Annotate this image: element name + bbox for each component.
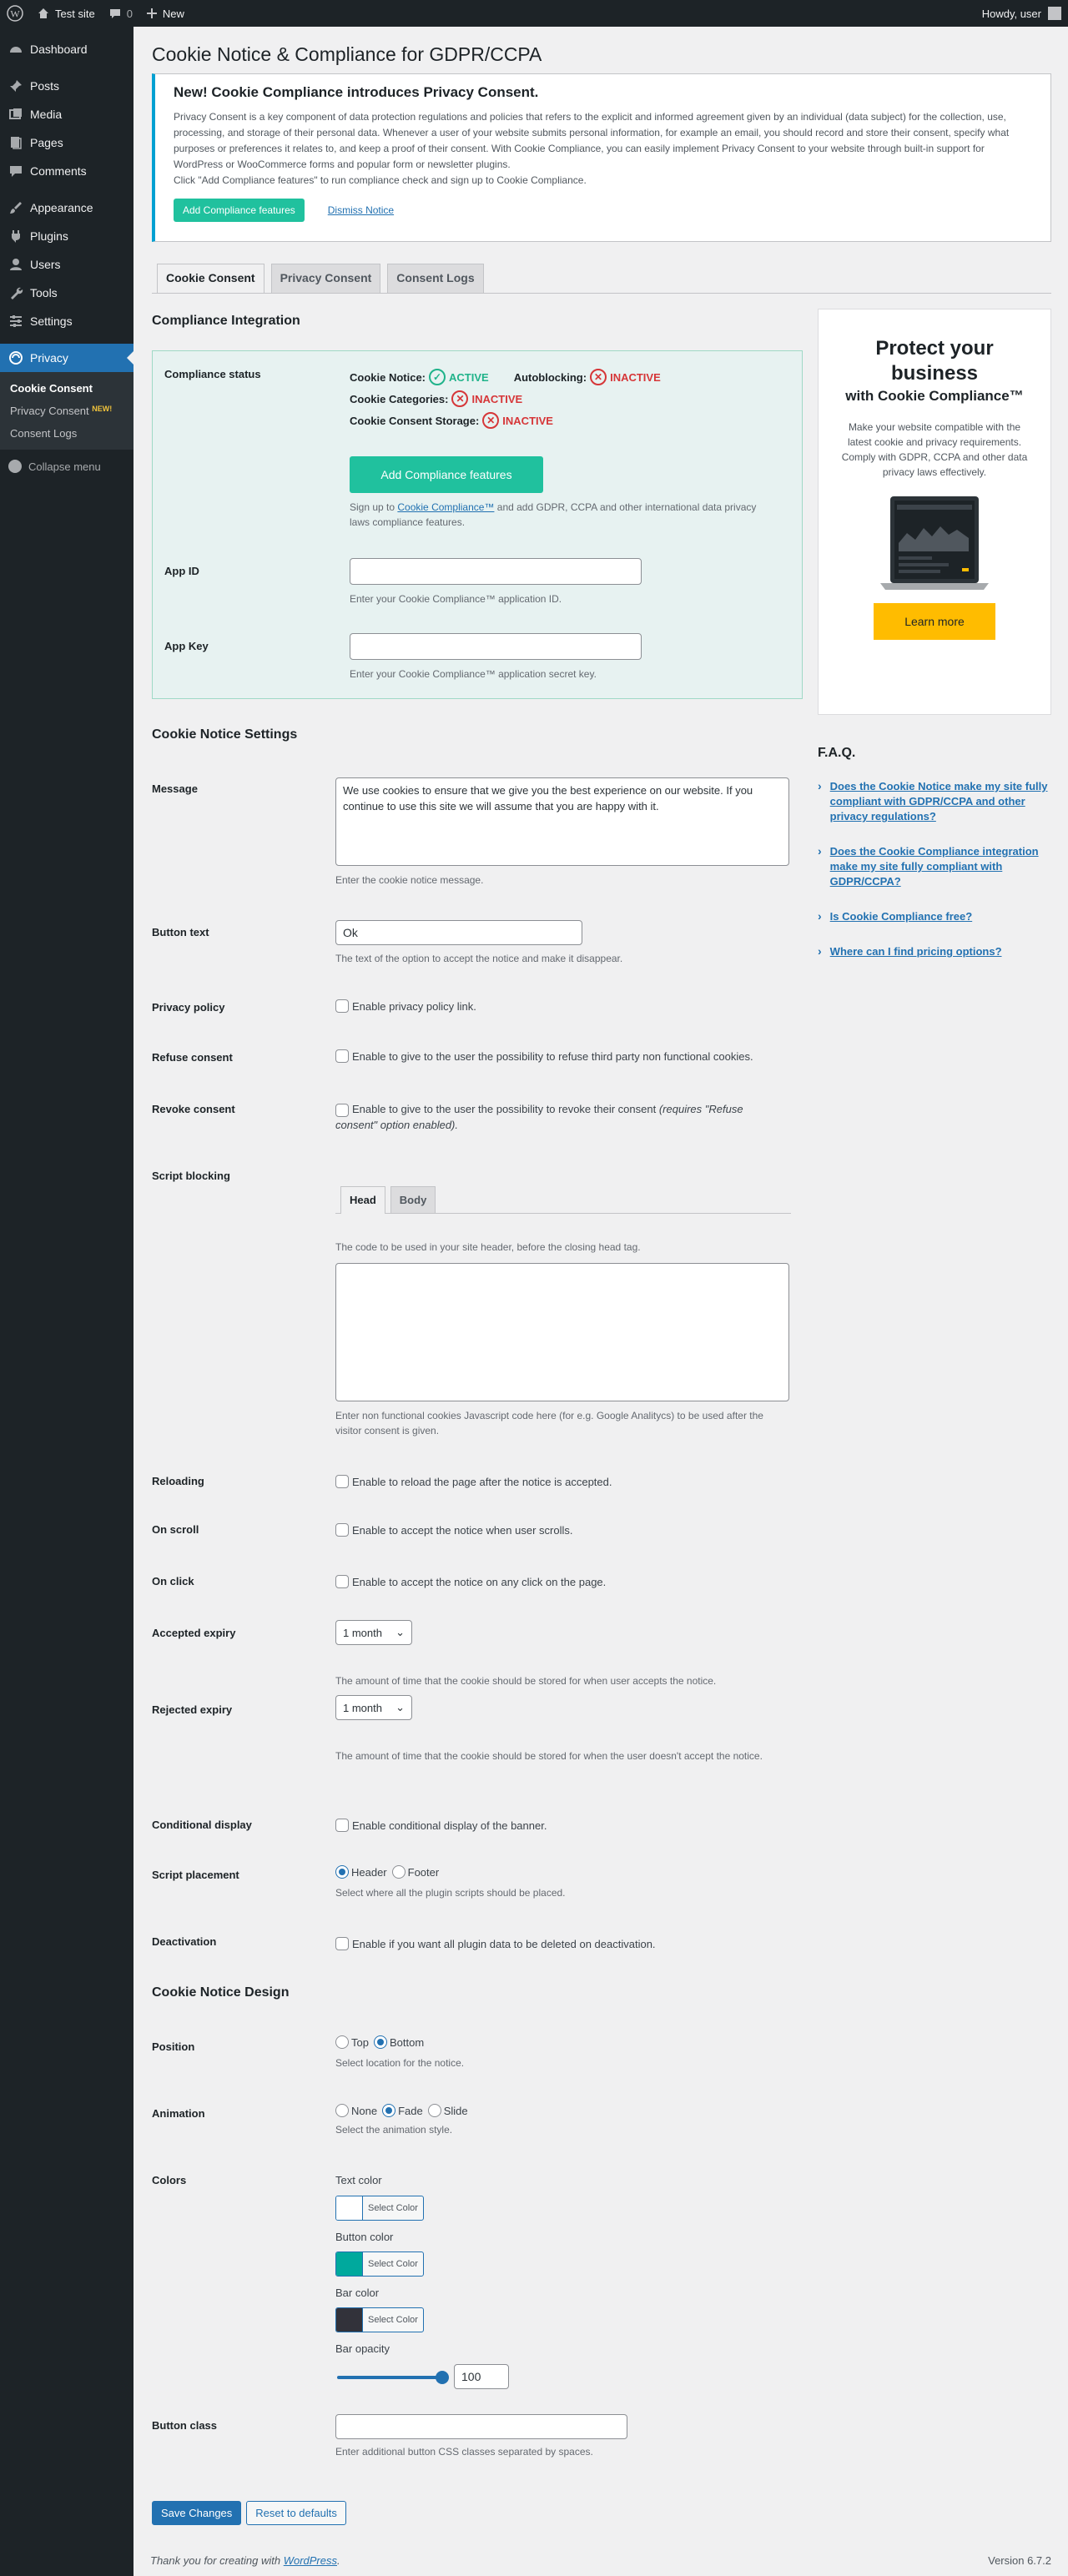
bar-opacity-input[interactable] bbox=[454, 2364, 509, 2389]
animation-options bbox=[335, 2104, 468, 2117]
button-color-swatch bbox=[336, 2252, 363, 2276]
chevron-right-icon: › bbox=[818, 779, 822, 792]
bar-opacity-slider[interactable] bbox=[337, 2376, 446, 2379]
cookie-compliance-link[interactable]: Cookie Compliance™ bbox=[397, 501, 495, 513]
wordpress-logo-button[interactable] bbox=[0, 0, 30, 27]
cookie-notice-status-label: Cookie Notice: bbox=[350, 370, 426, 384]
reset-defaults-button[interactable]: Reset to defaults bbox=[246, 2501, 346, 2525]
on-click-checkbox[interactable] bbox=[335, 1575, 349, 1588]
sidebar-item-label: Privacy bbox=[30, 351, 68, 365]
faq-link[interactable]: Does the Cookie Compliance integration make my site fully compliant with GDPR/CCPA? bbox=[829, 845, 1039, 888]
on-scroll-label: On scroll bbox=[152, 1523, 199, 1536]
sidebar-item-settings[interactable] bbox=[0, 307, 134, 335]
button-class-label: Button class bbox=[152, 2419, 218, 2432]
refuse-consent-label: Refuse consent bbox=[152, 1051, 233, 1064]
cookie-notice-status-value: ACTIVE bbox=[449, 370, 489, 384]
button-class-desc: Enter additional button CSS classes separated by spaces. bbox=[335, 2446, 593, 2458]
sidebar-item-label: Appearance bbox=[30, 201, 93, 214]
revoke-consent-option bbox=[335, 1101, 786, 1133]
cross-icon: ✕ bbox=[590, 369, 607, 385]
promo-box bbox=[818, 309, 1051, 715]
chevron-right-icon: › bbox=[818, 844, 822, 858]
check-icon: ✓ bbox=[429, 369, 446, 385]
submenu-cookie-consent[interactable]: Cookie Consent bbox=[10, 382, 93, 395]
avatar bbox=[1048, 7, 1061, 20]
position-bottom-radio[interactable] bbox=[374, 2035, 387, 2049]
accepted-expiry-value: 1 month bbox=[343, 1626, 382, 1639]
plug-icon bbox=[8, 229, 23, 244]
revoke-consent-label: Revoke consent bbox=[152, 1103, 235, 1115]
privacy-icon bbox=[8, 350, 23, 365]
conditional-display-label: Conditional display bbox=[152, 1819, 252, 1831]
animation-slide-label: Slide bbox=[443, 2104, 468, 2117]
script-blocking-label: Script blocking bbox=[152, 1170, 230, 1182]
admin-bar bbox=[0, 0, 1068, 27]
page-title: Cookie Notice & Compliance for GDPR/CCPA bbox=[152, 43, 542, 65]
submenu-privacy-consent[interactable] bbox=[0, 400, 134, 422]
notice-add-compliance-button[interactable]: Add Compliance features bbox=[174, 199, 305, 222]
wordpress-link[interactable]: WordPress bbox=[283, 2554, 337, 2567]
comment-icon bbox=[8, 164, 23, 179]
save-changes-button[interactable]: Save Changes bbox=[152, 2501, 241, 2525]
accepted-expiry-label: Accepted expiry bbox=[152, 1627, 236, 1639]
comments-count: 0 bbox=[126, 7, 133, 20]
placement-header-label: Header bbox=[351, 1865, 387, 1879]
promo-subtitle: with Cookie Compliance™ bbox=[845, 388, 1024, 404]
collapse-icon bbox=[8, 460, 22, 473]
footer-thanks bbox=[150, 2554, 340, 2567]
deactivation-label: Deactivation bbox=[152, 1935, 217, 1948]
cross-icon: ✕ bbox=[482, 412, 499, 429]
reloading-label: Reloading bbox=[152, 1475, 204, 1487]
placement-footer-radio[interactable] bbox=[392, 1865, 406, 1879]
script-code-desc: Enter non functional cookies Javascript code here (for e.g. Google Analitycs) to be used after the visitor consent is given. bbox=[335, 1410, 763, 1436]
howdy-text: Howdy, user bbox=[981, 7, 1041, 20]
comment-bubble-icon bbox=[108, 7, 122, 20]
conditional-display-checkbox[interactable] bbox=[335, 1819, 349, 1832]
animation-fade-radio[interactable] bbox=[382, 2104, 395, 2117]
wordpress-logo-icon bbox=[7, 5, 23, 22]
sidebar-item-label: Dashboard bbox=[30, 43, 88, 56]
laptop-illustration bbox=[880, 493, 989, 593]
home-icon bbox=[37, 7, 50, 20]
sidebar-item-label: Plugins bbox=[30, 229, 68, 243]
faq-item bbox=[818, 944, 1051, 959]
on-scroll-text: Enable to accept the notice when user scrolls. bbox=[352, 1523, 573, 1537]
bar-opacity-slider-wrap bbox=[337, 2376, 446, 2379]
sidebar-item-label: Comments bbox=[30, 164, 87, 178]
tab-divider bbox=[152, 293, 1051, 294]
animation-desc: Select the animation style. bbox=[335, 2124, 453, 2136]
button-color-label: Button color bbox=[335, 2231, 394, 2243]
position-options bbox=[335, 2035, 424, 2049]
app-id-input[interactable] bbox=[350, 558, 642, 585]
faq-title: F.A.Q. bbox=[818, 746, 856, 760]
chevron-down-icon: ⌄ bbox=[395, 1626, 405, 1638]
revoke-consent-note: (requires "Refuse consent" option enabled). bbox=[335, 1103, 743, 1131]
tab-privacy-consent[interactable]: Privacy Consent bbox=[271, 264, 381, 294]
pin-icon bbox=[8, 78, 23, 93]
site-name: Test site bbox=[55, 7, 95, 20]
app-id-desc: Enter your Cookie Compliance™ application ID. bbox=[350, 593, 562, 605]
app-id-label: App ID bbox=[164, 565, 199, 577]
privacy-policy-label: Privacy policy bbox=[152, 1001, 225, 1014]
conditional-display-option bbox=[335, 1819, 547, 1832]
bar-color-picker[interactable] bbox=[335, 2307, 424, 2332]
bar-color-label: Bar color bbox=[335, 2287, 380, 2299]
text-color-picker[interactable] bbox=[335, 2196, 424, 2221]
animation-none-radio[interactable] bbox=[335, 2104, 349, 2117]
placement-footer-label: Footer bbox=[407, 1865, 440, 1879]
user-icon bbox=[8, 257, 23, 272]
compliance-status-block bbox=[350, 366, 661, 431]
footer-thanks-post: . bbox=[337, 2554, 340, 2567]
sidebar-item-label: Pages bbox=[30, 136, 63, 149]
sidebar-item-comments[interactable] bbox=[0, 157, 134, 185]
faq-link[interactable]: Does the Cookie Notice make my site fully compliant with GDPR/CCPA and other privacy regulations? bbox=[829, 780, 1048, 823]
autoblocking-status-value: INACTIVE bbox=[610, 370, 661, 384]
position-label: Position bbox=[152, 2040, 195, 2053]
tab-script-body[interactable]: Body bbox=[390, 1186, 436, 1213]
submenu-consent-logs[interactable]: Consent Logs bbox=[10, 427, 78, 440]
collapse-label: Collapse menu bbox=[28, 460, 101, 473]
notice-title: New! Cookie Compliance introduces Privacy Consent. bbox=[174, 84, 539, 100]
faq-link[interactable]: Where can I find pricing options? bbox=[829, 945, 1002, 958]
reloading-option bbox=[335, 1475, 612, 1488]
button-text-input[interactable] bbox=[335, 920, 582, 945]
sidebar-item-dashboard[interactable] bbox=[0, 35, 134, 63]
revoke-consent-checkbox[interactable] bbox=[335, 1104, 349, 1117]
script-blocking-tabs bbox=[335, 1186, 791, 1214]
plus-icon bbox=[146, 8, 158, 19]
position-desc: Select location for the notice. bbox=[335, 2057, 465, 2069]
design-heading: Cookie Notice Design bbox=[152, 1985, 290, 2000]
tab-script-head[interactable]: Head bbox=[340, 1186, 385, 1214]
sidebar-item-pages[interactable] bbox=[0, 128, 134, 157]
dismiss-notice-link[interactable]: Dismiss Notice bbox=[327, 204, 395, 216]
comments-link[interactable] bbox=[102, 0, 139, 27]
privacy-policy-text: Enable privacy policy link. bbox=[352, 999, 476, 1013]
button-color-picker[interactable] bbox=[335, 2251, 424, 2277]
admin-sidebar bbox=[0, 27, 134, 2576]
refuse-consent-text: Enable to give to the user the possibility to refuse third party non functional cookies. bbox=[352, 1049, 753, 1063]
on-click-option bbox=[335, 1575, 606, 1588]
faq-item bbox=[818, 844, 1051, 889]
text-color-swatch bbox=[336, 2196, 363, 2220]
cross-icon: ✕ bbox=[451, 390, 468, 407]
bar-opacity-label: Bar opacity bbox=[335, 2342, 390, 2355]
refuse-consent-option bbox=[335, 1049, 753, 1063]
rejected-expiry-select[interactable] bbox=[335, 1695, 412, 1720]
main-tabs bbox=[157, 264, 491, 294]
on-click-text: Enable to accept the notice on any click on the page. bbox=[352, 1575, 607, 1588]
form-actions bbox=[152, 2501, 346, 2525]
learn-more-button[interactable]: Learn more bbox=[874, 603, 995, 640]
on-scroll-checkbox[interactable] bbox=[335, 1523, 349, 1537]
sidebar-item-plugins[interactable] bbox=[0, 222, 134, 250]
new-badge: NEW! bbox=[92, 405, 113, 413]
app-key-input[interactable] bbox=[350, 633, 642, 660]
message-label: Message bbox=[152, 782, 198, 795]
add-compliance-features-button[interactable]: Add Compliance features bbox=[350, 456, 543, 493]
my-account-menu[interactable] bbox=[982, 7, 1068, 20]
script-head-desc: The code to be used in your site header, before the closing head tag. bbox=[335, 1241, 641, 1253]
svg-text:W: W bbox=[10, 8, 20, 20]
compliance-status-label: Compliance status bbox=[164, 368, 261, 380]
sidebar-item-label: Settings bbox=[30, 314, 73, 328]
notice-body: Privacy Consent is a key component of data protection regulations and policies that refers to the explicit and informed agreement given by an individual (data subject) for the collection, use, processing, and storage of their personal data. Whenever a user of your website submits personal information, for example an email, you should record and store their consent, specify what purposes or preferences it relates to, and keep a proof of their consent. With Cookie Compliance, you can easily implement Privacy Consent to your website through built-in support for WordPress or WooCommerce forms and popular form or newsletter plugins. bbox=[174, 111, 1010, 170]
accepted-expiry-select[interactable] bbox=[335, 1620, 412, 1645]
chevron-down-icon: ⌄ bbox=[395, 1701, 405, 1713]
animation-label: Animation bbox=[152, 2107, 205, 2120]
placement-header-radio[interactable] bbox=[335, 1865, 349, 1879]
wrench-icon bbox=[8, 285, 23, 300]
script-placement-label: Script placement bbox=[152, 1869, 239, 1881]
script-placement-options bbox=[335, 1865, 439, 1879]
animation-slide-radio[interactable] bbox=[428, 2104, 441, 2117]
select-color-label: Select Color bbox=[368, 2259, 418, 2269]
storage-status-value: INACTIVE bbox=[502, 414, 553, 427]
signup-pre: Sign up to bbox=[350, 501, 398, 513]
animation-none-label: None bbox=[351, 2104, 378, 2117]
categories-status-value: INACTIVE bbox=[471, 392, 523, 405]
brush-icon bbox=[8, 200, 23, 215]
faq-item bbox=[818, 779, 1051, 824]
chevron-right-icon: › bbox=[818, 944, 822, 958]
script-head-textarea[interactable] bbox=[335, 1263, 789, 1401]
sidebar-item-media[interactable] bbox=[0, 100, 134, 128]
deactivation-option bbox=[335, 1937, 656, 1950]
pages-icon bbox=[8, 135, 23, 150]
settings-icon bbox=[8, 314, 23, 329]
sidebar-item-posts[interactable] bbox=[0, 72, 134, 100]
message-textarea[interactable] bbox=[335, 777, 789, 866]
rejected-expiry-label: Rejected expiry bbox=[152, 1703, 233, 1716]
sidebar-item-tools[interactable] bbox=[0, 279, 134, 307]
privacy-policy-checkbox[interactable] bbox=[335, 999, 349, 1013]
faq-item bbox=[818, 909, 1051, 924]
slider-handle[interactable] bbox=[436, 2371, 449, 2384]
rejected-expiry-value: 1 month bbox=[343, 1701, 382, 1714]
media-icon bbox=[8, 107, 23, 122]
sidebar-item-label: Posts bbox=[30, 79, 60, 93]
tab-cookie-consent[interactable]: Cookie Consent bbox=[157, 264, 264, 294]
conditional-display-text: Enable conditional display of the banner. bbox=[352, 1819, 547, 1832]
reloading-text: Enable to reload the page after the notice is accepted. bbox=[352, 1475, 612, 1488]
submenu-label: Privacy Consent bbox=[10, 405, 89, 417]
signup-post: and add GDPR, CCPA and other international data privacy laws compliance features. bbox=[350, 501, 757, 528]
collapse-menu-button[interactable] bbox=[0, 450, 134, 483]
sidebar-item-users[interactable] bbox=[0, 250, 134, 279]
position-bottom-label: Bottom bbox=[389, 2035, 425, 2049]
refuse-consent-checkbox[interactable] bbox=[335, 1049, 349, 1063]
notice-body-2: Click "Add Compliance features" to run compliance check and sign up to Cookie Compliance. bbox=[174, 174, 587, 186]
text-color-label: Text color bbox=[335, 2174, 382, 2186]
new-label: New bbox=[162, 7, 184, 20]
colors-label: Colors bbox=[152, 2174, 187, 2186]
sidebar-item-appearance[interactable] bbox=[0, 194, 134, 222]
chevron-right-icon: › bbox=[818, 909, 822, 923]
sidebar-item-label: Tools bbox=[30, 286, 58, 299]
on-click-label: On click bbox=[152, 1575, 194, 1587]
storage-status-label: Cookie Consent Storage: bbox=[350, 414, 480, 427]
autoblocking-status-label: Autoblocking: bbox=[513, 370, 587, 384]
footer-thanks-pre: Thank you for creating with bbox=[150, 2554, 284, 2567]
privacy-policy-option bbox=[335, 999, 476, 1013]
site-name-link[interactable] bbox=[30, 0, 102, 27]
settings-heading: Cookie Notice Settings bbox=[152, 727, 298, 742]
promo-title: Protect your business bbox=[875, 337, 994, 385]
promo-text: Make your website compatible with the latest cookie and privacy requirements. Comply with GDPR, CCPA and other data privacy laws effectively. bbox=[841, 421, 1028, 478]
footer-version: Version 6.7.2 bbox=[988, 2554, 1051, 2567]
reloading-checkbox[interactable] bbox=[335, 1475, 349, 1488]
dashboard-icon bbox=[8, 42, 23, 57]
faq-panel bbox=[818, 746, 1051, 979]
faq-link[interactable]: Is Cookie Compliance free? bbox=[829, 910, 973, 923]
revoke-consent-text: Enable to give to the user the possibility to revoke their consent bbox=[352, 1103, 657, 1115]
button-text-desc: The text of the option to accept the notice and make it disappear. bbox=[335, 953, 623, 964]
sidebar-item-label: Users bbox=[30, 258, 61, 271]
sidebar-item-privacy[interactable] bbox=[0, 344, 134, 372]
bar-color-swatch bbox=[336, 2308, 363, 2332]
app-key-label: App Key bbox=[164, 640, 209, 652]
categories-status-label: Cookie Categories: bbox=[350, 392, 449, 405]
animation-fade-label: Fade bbox=[398, 2104, 423, 2117]
app-key-desc: Enter your Cookie Compliance™ application secret key. bbox=[350, 668, 597, 680]
deactivation-checkbox[interactable] bbox=[335, 1937, 349, 1950]
button-text-label: Button text bbox=[152, 926, 209, 938]
select-color-label: Select Color bbox=[368, 2203, 418, 2213]
signup-text bbox=[350, 500, 767, 530]
sidebar-item-label: Media bbox=[30, 108, 63, 121]
position-top-label: Top bbox=[351, 2035, 369, 2049]
new-content-button[interactable] bbox=[139, 0, 191, 27]
compliance-integration-box bbox=[152, 350, 803, 699]
on-scroll-option bbox=[335, 1523, 572, 1537]
select-color-label: Select Color bbox=[368, 2315, 418, 2325]
privacy-submenu bbox=[0, 372, 134, 450]
position-top-radio[interactable] bbox=[335, 2035, 349, 2049]
accepted-expiry-desc: The amount of time that the cookie should be stored for when user accepts the notice. bbox=[335, 1675, 717, 1687]
button-class-input[interactable] bbox=[335, 2414, 627, 2439]
tab-consent-logs[interactable]: Consent Logs bbox=[387, 264, 483, 294]
deactivation-text: Enable if you want all plugin data to be deleted on deactivation. bbox=[352, 1937, 656, 1950]
compliance-notice bbox=[152, 73, 1051, 242]
rejected-expiry-desc: The amount of time that the cookie should be stored for when the user doesn't accept the notice. bbox=[335, 1750, 763, 1762]
message-desc: Enter the cookie notice message. bbox=[335, 874, 484, 886]
script-placement-desc: Select where all the plugin scripts should be placed. bbox=[335, 1887, 566, 1899]
compliance-heading: Compliance Integration bbox=[152, 314, 300, 328]
